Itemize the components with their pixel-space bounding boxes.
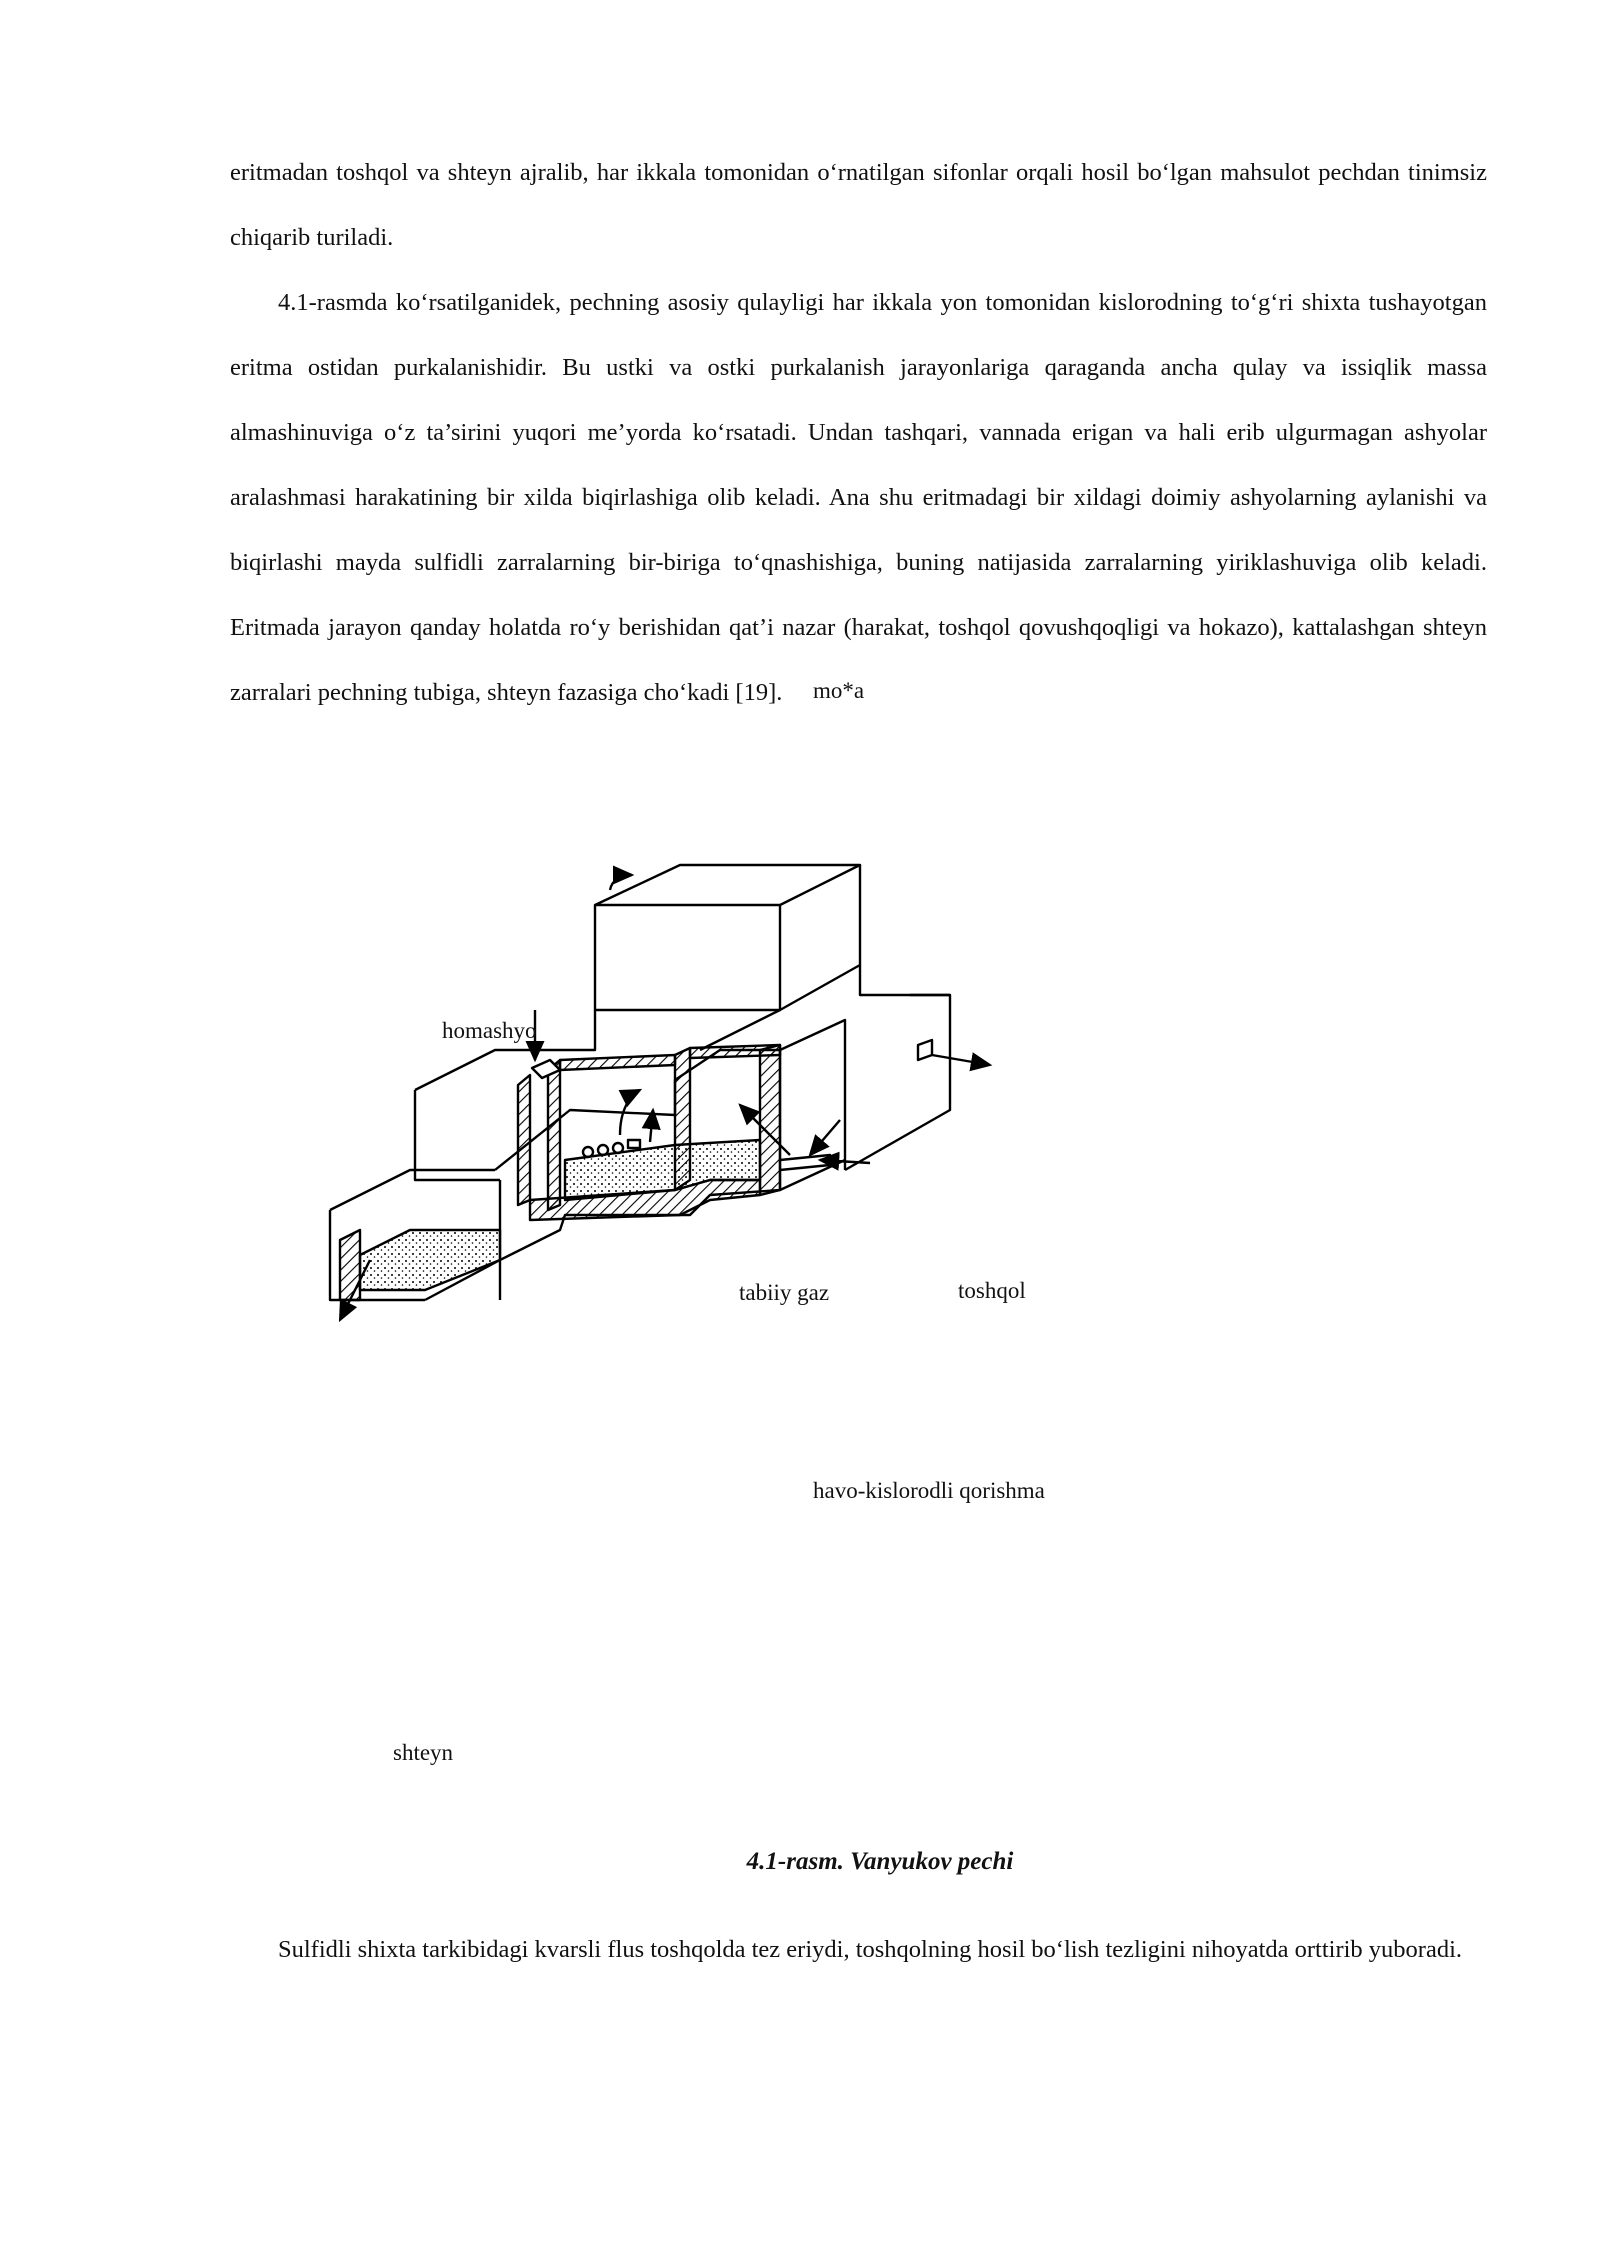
- paragraph-2: 4.1-rasmda ko‘rsatilganidek, pechning asosiy qulayligi har ikkala yon tomonidan kislorodning to‘g‘ri shixta tushayotgan eritma ostidan purkalanishidir. Bu ustki va ostki purkalanish jarayonlariga qaraganda ancha qulay va issiqlik massa almashinuviga o‘z ta’sirini yuqori me’yorda ko‘rsatadi. Undan tashqari, vannada erigan va hali erib ulgurmagan ashyolar aralashmasi harakatining bir xilda biqirlashiga olib keladi. Ana shu eritmadagi bir xildagi doimiy ashyolarning aylanishi va biqirlashi mayda sulfidli zarralarning bir-biriga to‘qnashishiga, buning natijasida zarralarning yiriklashuviga olib keladi. Eritmada jarayon qanday holatda ro‘y berishidan qat’i nazar (harakat, toshqol qovushqoqligi va hokazo), kattalashgan shteyn zarralari pechning tubiga, shteyn fazasiga cho‘kadi [19].: [230, 289, 1487, 706]
- label-shteyn: shteyn: [393, 1740, 454, 1765]
- paragraph-1: eritmadan toshqol va shteyn ajralib, har ikkala tomonidan o‘rnatilgan sifonlar orqali hosil bo‘lgan mahsulot pechdan tinimsiz chiqarib turiladi.: [230, 159, 1487, 251]
- right-section: [845, 965, 950, 1170]
- label-overlap: mo*a: [813, 678, 865, 703]
- label-havo-kislorodli-qorishma: havo-kislorodli qorishma: [813, 1478, 1045, 1503]
- vanyukov-furnace-diagram: [320, 860, 1040, 1340]
- figure-caption: 4.1-rasm. Vanyukov pechi: [746, 1848, 1014, 1875]
- cut-section: [340, 1045, 830, 1300]
- uptake-shaft: [595, 865, 860, 1010]
- label-toshqol: toshqol: [958, 1278, 1026, 1303]
- label-homashyo: homashyo: [442, 1018, 537, 1043]
- paragraph-3: Sulfidli shixta tarkibidagi kvarsli flus toshqolda tez eriydi, toshqolning hosil bo‘lish tezligini nihoyatda orttirib yuboradi.: [278, 1936, 1463, 1963]
- label-tabiiy-gaz: tabiiy gaz: [739, 1280, 830, 1305]
